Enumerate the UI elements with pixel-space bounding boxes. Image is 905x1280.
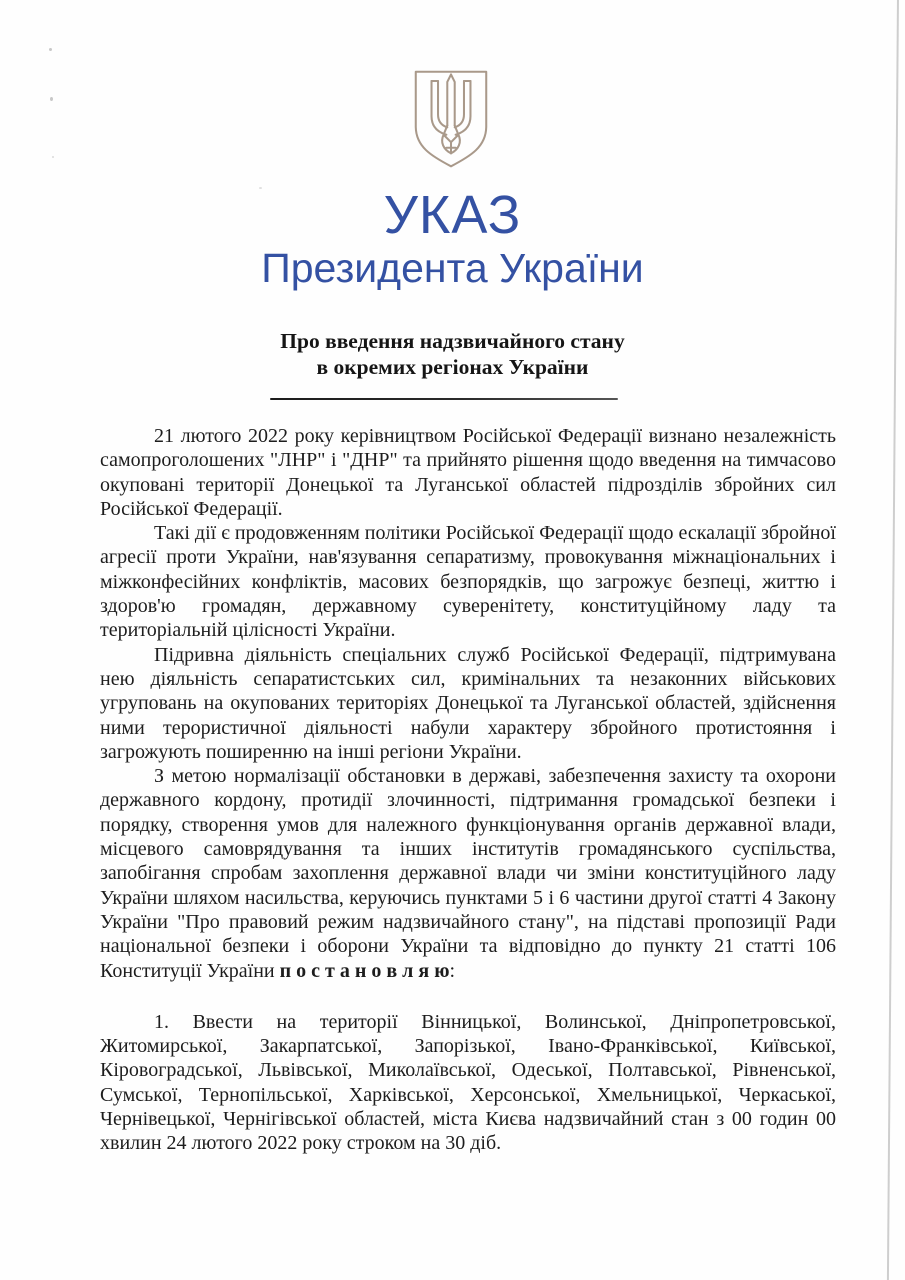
scan-speck [49,48,52,51]
paragraph-5 [100,1010,836,1156]
decree-subject-line1: Про введення надзвичайного стану [280,329,625,353]
paragraph-3-text: Підривна діяльність спеціальних служб Російської Федерації, підтримувана нею діяльність сепаратистських сил, кримінальних та незаконних військових угруповань на окупованих територіях Донецької та Луганської областей, здійснення ними терористичної діяльності набули характеру збройного протистояння і загрожують поширенню на інші регіони України. [100,643,836,763]
paragraph-5-text: 1. Ввести на території Вінницької, Волинської, Дніпропетровської, Житомирської, Закарпатської, Запорізької, Івано-Франківської, Київської, Кіровоградської, Львівської, Миколаївської, Одеської, Полтавської, Рівненської, Сумської, Тернопільської, Харківської, Херсонської, Хмельницької, Черкаської, Чернівецької, Чернігівської областей, міста Києва надзвичайний стан з 00 годин 00 хвилин 24 лютого 2022 року строком на 30 діб. [100,1010,836,1155]
ukraine-trident-icon [409,68,493,170]
paragraph-4-suffix: : [449,959,456,982]
scan-speck [52,156,54,158]
paragraph-4 [100,764,836,983]
paragraph-1 [100,424,836,521]
decree-subject [0,328,905,380]
paragraph-1-text: 21 лютого 2022 року керівництвом Російської Федерації визнано незалежність самопроголошених "ЛНР" і "ДНР" та прийнято рішення щодо введення на тимчасово окуповані території Донецької та Луганської областей підрозділів збройних сил Російської Федерації. [100,425,836,520]
paragraph-2 [100,521,836,642]
paragraph-2-text: Такі дії є продовженням політики Російської Федерації щодо ескалації збройної агресії проти України, нав'язування сепаратизму, провокування міжнаціональних і міжконфесійних конфліктів, масових безпорядків, що загрожує безпеці, життю і здоров'ю громадян, державному суверенітету, конституційному ладу та територіальній цілісності України. [100,522,836,642]
paragraph-4-text: З метою нормалізації обстановки в державі, забезпечення захисту та охорони державного кордону, протидії злочинності, підтримання громадської безпеки і порядку, створення умов для належного функціонування органів державної влади, місцевого самоврядування та інших інститутів громадянського суспільства, запобігання спробам захоплення державної влади чи зміни конституційного ладу України шляхом насильства, керуючись пунктами 5 і 6 частини другої статті 4 Закону України "Про правовий режим надзвичайного стану", на підставі пропозиції Ради національної безпеки і оборони України та відповідно до пункту 21 статті 106 Конституції України [100,765,836,982]
scan-speck [50,97,53,101]
paragraph-3 [100,643,836,764]
decree-title-block [0,185,905,291]
decree-title: УКАЗ [383,185,522,245]
decree-body [100,424,836,1156]
scan-speck [259,187,262,189]
title-divider [270,398,618,400]
decree-subject-line2: в окремих регіонах України [316,355,589,379]
decree-enacting-word: п о с т а н о в л я ю [279,959,450,982]
decree-title-issuer: Президента України [261,245,644,291]
